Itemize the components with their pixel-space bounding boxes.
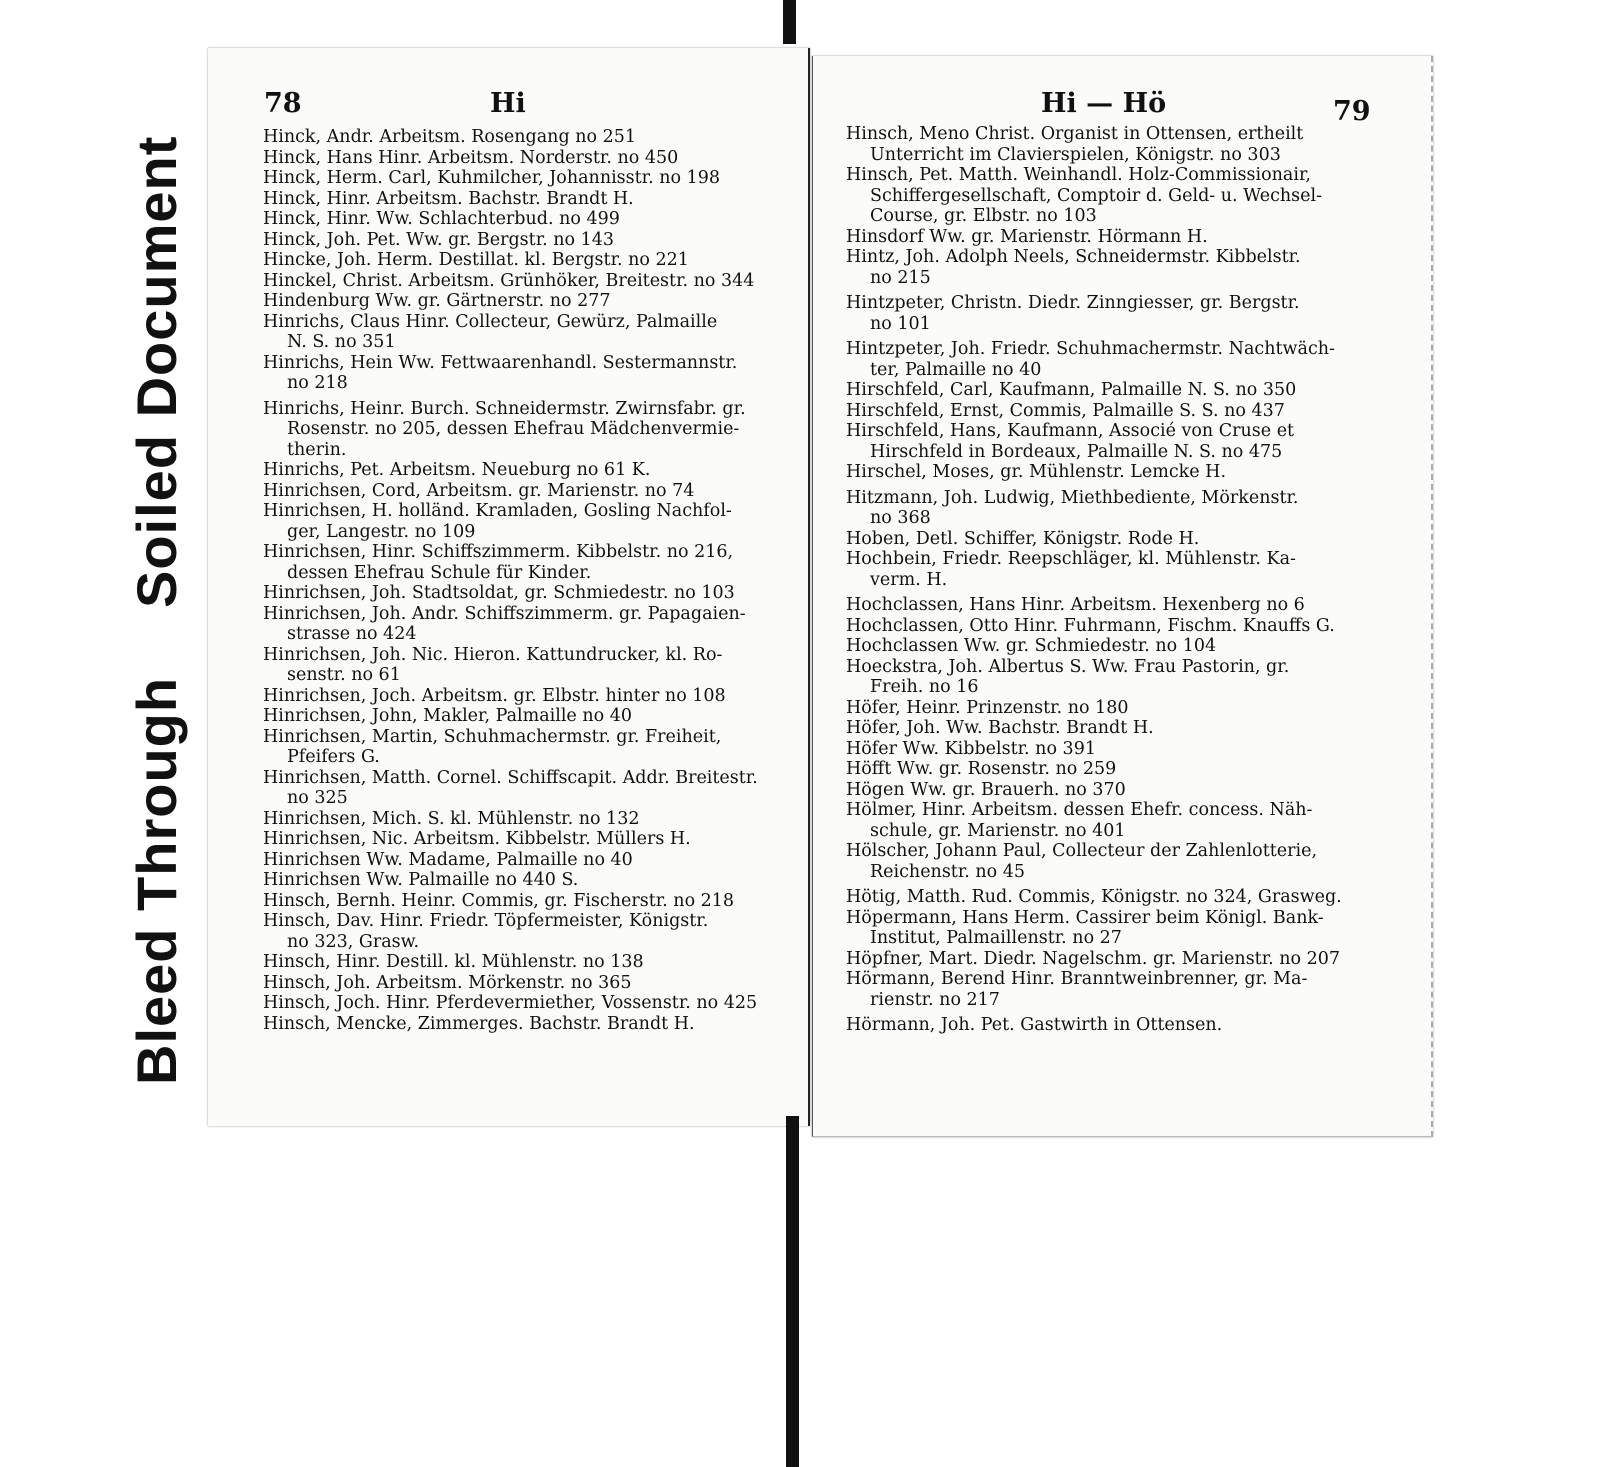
directory-entry bbox=[263, 399, 758, 461]
entry-continuation-line: no 368 bbox=[870, 508, 931, 528]
entry-continuation-line: schule, gr. Marienstr. no 401 bbox=[870, 820, 1126, 841]
binding-marker-bottom bbox=[786, 1116, 799, 1467]
directory-entry bbox=[846, 657, 1342, 698]
entry-line: Hinsch, Dav. Hinr. Friedr. Töpfermeister, Königstr. bbox=[263, 911, 709, 931]
entry-line: Hochclassen, Otto Hinr. Fuhrmann, Fischm. Knauffs G. bbox=[846, 615, 1335, 636]
entry-line: Höfer, Heinr. Prinzenstr. no 180 bbox=[846, 697, 1129, 718]
entry-line: Hoeckstra, Joh. Albertus S. Ww. Frau Pastorin, gr. bbox=[846, 656, 1290, 677]
right-running-head: Hi — Hö bbox=[1041, 88, 1167, 119]
directory-entry bbox=[846, 759, 1342, 780]
directory-entry bbox=[263, 891, 758, 912]
entry-line: Hinrichsen, John, Makler, Palmaille no 40 bbox=[263, 706, 632, 726]
soiled-document-label: Soiled Document bbox=[125, 135, 188, 608]
directory-entry bbox=[846, 1015, 1342, 1036]
entry-continuation-line: rienstr. no 217 bbox=[870, 989, 1000, 1010]
entry-line: Hölmer, Hinr. Arbeitsm. dessen Ehefr. concess. Näh- bbox=[846, 800, 1313, 820]
entry-continuation-line: Rosenstr. no 205, dessen Ehefrau Mädchenvermie- bbox=[287, 419, 740, 439]
entry-line: Hinsch, Joh. Arbeitsm. Mörkenstr. no 365 bbox=[263, 972, 632, 993]
left-entry-list bbox=[263, 127, 758, 1034]
directory-entry bbox=[263, 727, 758, 768]
entry-continuation-line: no 215 bbox=[870, 267, 931, 288]
entry-line: Hinsch, Joch. Hinr. Pferdevermiether, Vossenstr. no 425 bbox=[263, 993, 758, 1013]
entry-line: Hinrichsen, Joch. Arbeitsm. gr. Elbstr. hinter no 108 bbox=[263, 685, 726, 706]
entry-line: Hindenburg Ww. gr. Gärtnerstr. no 277 bbox=[263, 291, 611, 311]
directory-entry bbox=[263, 706, 758, 727]
directory-entry bbox=[263, 870, 758, 891]
directory-entry bbox=[846, 462, 1342, 483]
entry-continuation-line: Unterricht im Clavierspielen, Königstr. no 303 bbox=[870, 144, 1281, 165]
entry-line: Hochclassen, Hans Hinr. Arbeitsm. Hexenberg no 6 bbox=[846, 595, 1305, 615]
entry-line: Hinrichsen, Joh. Nic. Hieron. Kattundrucker, kl. Ro- bbox=[263, 644, 723, 665]
right-page-number: 79 bbox=[1333, 96, 1371, 127]
entry-continuation-line: Course, gr. Elbstr. no 103 bbox=[870, 206, 1097, 226]
entry-line: Hinsch, Hinr. Destill. kl. Mühlenstr. no 138 bbox=[263, 952, 644, 972]
directory-entry bbox=[846, 718, 1342, 739]
directory-entry bbox=[263, 952, 758, 973]
entry-line: Hinrichs, Hein Ww. Fettwaarenhandl. Sestermannstr. bbox=[263, 352, 738, 373]
entry-line: Högen Ww. gr. Brauerh. no 370 bbox=[846, 779, 1126, 800]
entry-line: Hoben, Detl. Schiffer, Königstr. Rode H. bbox=[846, 528, 1200, 549]
directory-entry bbox=[263, 189, 758, 210]
entry-line: Höfer Ww. Kibbelstr. no 391 bbox=[846, 738, 1096, 759]
directory-entry bbox=[263, 604, 758, 645]
directory-entry bbox=[846, 949, 1342, 970]
entry-continuation-line: N. S. no 351 bbox=[287, 332, 396, 352]
entry-line: Hinrichsen, Cord, Arbeitsm. gr. Marienstr. no 74 bbox=[263, 480, 695, 501]
entry-line: Hinsch, Pet. Matth. Weinhandl. Holz-Commissionair, bbox=[846, 165, 1311, 185]
entry-line: Hinck, Joh. Pet. Ww. gr. Bergstr. no 143 bbox=[263, 229, 615, 250]
directory-entry bbox=[263, 481, 758, 502]
entry-line: Hinrichsen Ww. Madame, Palmaille no 40 bbox=[263, 849, 633, 870]
directory-entry bbox=[846, 887, 1342, 908]
entry-line: Hincke, Joh. Herm. Destillat. kl. Bergstr. no 221 bbox=[263, 250, 689, 270]
directory-entry bbox=[846, 616, 1342, 637]
entry-continuation-line: no 218 bbox=[287, 373, 348, 393]
directory-entry bbox=[846, 549, 1342, 590]
left-page-number: 78 bbox=[264, 88, 302, 119]
directory-entry bbox=[846, 636, 1342, 657]
entry-line: Hinck, Hans Hinr. Arbeitsm. Norderstr. no 450 bbox=[263, 147, 679, 168]
directory-entry bbox=[846, 841, 1342, 882]
entry-line: Hinckel, Christ. Arbeitsm. Grünhöker, Breitestr. no 344 bbox=[263, 270, 755, 291]
entry-line: Hinrichsen, Nic. Arbeitsm. Kibbelstr. Müllers H. bbox=[263, 829, 691, 849]
directory-entry bbox=[846, 488, 1342, 529]
entry-line: Hinrichsen, Joh. Stadtsoldat, gr. Schmiedestr. no 103 bbox=[263, 583, 735, 603]
entry-line: Hinsch, Meno Christ. Organist in Ottensen, ertheilt bbox=[846, 124, 1304, 144]
directory-entry bbox=[263, 850, 758, 871]
entry-line: Hirschfeld, Carl, Kaufmann, Palmaille N. S. no 350 bbox=[846, 380, 1297, 400]
entry-line: Hochbein, Friedr. Reepschläger, kl. Mühlenstr. Ka- bbox=[846, 549, 1296, 569]
entry-line: Hirschfeld, Ernst, Commis, Palmaille S. S. no 437 bbox=[846, 400, 1285, 421]
entry-continuation-line: dessen Ehefrau Schule für Kinder. bbox=[287, 562, 592, 583]
entry-line: Hinsch, Bernh. Heinr. Commis, gr. Fischerstr. no 218 bbox=[263, 890, 735, 911]
directory-entry bbox=[263, 583, 758, 604]
entry-line: Hochclassen Ww. gr. Schmiedestr. no 104 bbox=[846, 636, 1217, 656]
entry-continuation-line: no 325 bbox=[287, 788, 348, 808]
entry-continuation-line: Institut, Palmaillenstr. no 27 bbox=[870, 928, 1122, 948]
directory-entry bbox=[263, 768, 758, 809]
entry-line: Hirschel, Moses, gr. Mühlenstr. Lemcke H. bbox=[846, 462, 1227, 482]
right-entry-list bbox=[846, 124, 1342, 1036]
entry-continuation-line: ger, Langestr. no 109 bbox=[287, 521, 476, 542]
directory-entry bbox=[263, 127, 758, 148]
directory-entry bbox=[263, 809, 758, 830]
right-page bbox=[812, 56, 1433, 1137]
entry-continuation-line: Hirschfeld in Bordeaux, Palmaille N. S. no 475 bbox=[870, 441, 1283, 462]
directory-entry bbox=[846, 595, 1342, 616]
entry-line: Hintzpeter, Christn. Diedr. Zinngiesser, gr. Bergstr. bbox=[846, 293, 1300, 313]
entry-continuation-line: Reichenstr. no 45 bbox=[870, 861, 1026, 882]
entry-line: Hinrichs, Heinr. Burch. Schneidermstr. Zwirnsfabr. gr. bbox=[263, 398, 746, 419]
directory-entry bbox=[846, 247, 1342, 288]
entry-line: Hötig, Matth. Rud. Commis, Königstr. no 324, Grasweg. bbox=[846, 887, 1342, 907]
entry-line: Hintz, Joh. Adolph Neels, Schneidermstr. Kibbelstr. bbox=[846, 247, 1301, 267]
entry-line: Hinrichsen, Martin, Schuhmachermstr. gr. Freiheit, bbox=[263, 726, 722, 747]
directory-entry bbox=[263, 542, 758, 583]
directory-entry bbox=[263, 230, 758, 251]
directory-entry bbox=[263, 209, 758, 230]
entry-line: Hinsdorf Ww. gr. Marienstr. Hörmann H. bbox=[846, 226, 1208, 247]
entry-line: Hinck, Hinr. Ww. Schlachterbud. no 499 bbox=[263, 209, 620, 229]
directory-entry bbox=[846, 293, 1342, 334]
entry-line: Hinrichsen, H. holländ. Kramladen, Gosling Nachfol- bbox=[263, 501, 732, 521]
entry-line: Hinrichs, Claus Hinr. Collecteur, Gewürz, Palmaille bbox=[263, 311, 718, 332]
directory-entry bbox=[263, 353, 758, 394]
directory-entry bbox=[263, 973, 758, 994]
entry-line: Hintzpeter, Joh. Friedr. Schuhmachermstr. Nachtwäch- bbox=[846, 339, 1335, 359]
directory-entry bbox=[846, 421, 1342, 462]
directory-entry bbox=[263, 829, 758, 850]
directory-entry bbox=[846, 908, 1342, 949]
entry-continuation-line: ter, Palmaille no 40 bbox=[870, 359, 1042, 380]
directory-entry bbox=[846, 401, 1342, 422]
entry-continuation-line: therin. bbox=[287, 439, 347, 460]
directory-entry bbox=[263, 291, 758, 312]
entry-line: Hinck, Hinr. Arbeitsm. Bachstr. Brandt H. bbox=[263, 188, 634, 209]
entry-line: Höpermann, Hans Herm. Cassirer beim Königl. Bank- bbox=[846, 907, 1324, 928]
directory-entry bbox=[263, 1014, 758, 1035]
directory-entry bbox=[263, 168, 758, 189]
directory-entry bbox=[263, 686, 758, 707]
directory-entry bbox=[846, 124, 1342, 165]
left-page bbox=[208, 48, 810, 1126]
directory-entry bbox=[263, 460, 758, 481]
directory-entry bbox=[846, 339, 1342, 380]
entry-line: Hinrichsen, Mich. S. kl. Mühlenstr. no 132 bbox=[263, 808, 640, 829]
entry-line: Hinrichs, Pet. Arbeitsm. Neueburg no 61 K. bbox=[263, 460, 651, 480]
entry-line: Hinck, Andr. Arbeitsm. Rosengang no 251 bbox=[263, 127, 636, 147]
entry-continuation-line: strasse no 424 bbox=[287, 624, 417, 644]
entry-line: Hinrichsen, Joh. Andr. Schiffszimmerm. gr. Papagaien- bbox=[263, 603, 746, 624]
directory-entry bbox=[263, 250, 758, 271]
entry-continuation-line: senstr. no 61 bbox=[287, 665, 401, 685]
left-running-head: Hi bbox=[490, 88, 526, 119]
entry-continuation-line: no 101 bbox=[870, 313, 931, 334]
entry-continuation-line: Schiffergesellschaft, Comptoir d. Geld- u. Wechsel- bbox=[870, 185, 1323, 206]
entry-line: Höfer, Joh. Ww. Bachstr. Brandt H. bbox=[846, 718, 1154, 738]
directory-entry bbox=[846, 698, 1342, 719]
entry-continuation-line: verm. H. bbox=[870, 569, 948, 590]
bleed-through-label: Bleed Through bbox=[125, 676, 188, 1085]
directory-entry bbox=[846, 739, 1342, 760]
directory-entry bbox=[263, 911, 758, 952]
directory-entry bbox=[846, 529, 1342, 550]
entry-line: Hörmann, Berend Hinr. Branntweinbrenner, gr. Ma- bbox=[846, 969, 1308, 989]
directory-entry bbox=[263, 501, 758, 542]
entry-continuation-line: no 323, Grasw. bbox=[287, 931, 420, 952]
entry-line: Hinsch, Mencke, Zimmerges. Bachstr. Brandt H. bbox=[263, 1013, 695, 1034]
entry-line: Hinrichsen, Hinr. Schiffszimmerm. Kibbelstr. no 216, bbox=[263, 542, 734, 562]
entry-line: Hinrichsen Ww. Palmaille no 440 S. bbox=[263, 870, 579, 890]
directory-entry bbox=[846, 800, 1342, 841]
entry-continuation-line: Freih. no 16 bbox=[870, 677, 979, 697]
directory-entry bbox=[263, 312, 758, 353]
entry-line: Hölscher, Johann Paul, Collecteur der Zahlenlotterie, bbox=[846, 841, 1318, 861]
entry-line: Hörmann, Joh. Pet. Gastwirth in Ottensen. bbox=[846, 1015, 1223, 1035]
entry-line: Hinck, Herm. Carl, Kuhmilcher, Johannisstr. no 198 bbox=[263, 168, 721, 188]
entry-line: Höpfner, Mart. Diedr. Nagelschm. gr. Marienstr. no 207 bbox=[846, 948, 1341, 969]
binding-marker-top bbox=[783, 0, 796, 44]
directory-entry bbox=[263, 148, 758, 169]
directory-entry bbox=[846, 780, 1342, 801]
directory-entry bbox=[846, 380, 1342, 401]
directory-entry bbox=[846, 969, 1342, 1010]
directory-entry bbox=[263, 271, 758, 292]
entry-continuation-line: Pfeifers G. bbox=[287, 747, 380, 767]
entry-line: Hirschfeld, Hans, Kaufmann, Associé von Cruse et bbox=[846, 421, 1295, 441]
directory-entry bbox=[263, 645, 758, 686]
entry-line: Hinrichsen, Matth. Cornel. Schiffscapit. Addr. Breitestr. bbox=[263, 767, 758, 788]
entry-line: Hitzmann, Joh. Ludwig, Miethbediente, Mörkenstr. bbox=[846, 487, 1299, 508]
directory-entry bbox=[846, 227, 1342, 248]
entry-line: Höfft Ww. gr. Rosenstr. no 259 bbox=[846, 759, 1117, 779]
directory-entry bbox=[263, 993, 758, 1014]
directory-entry bbox=[846, 165, 1342, 227]
